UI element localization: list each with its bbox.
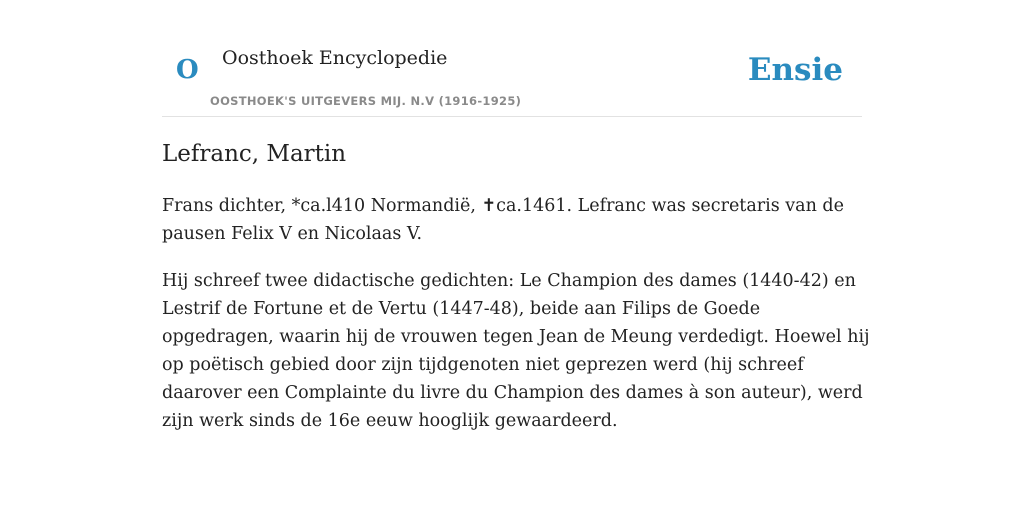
publisher-subtitle: OOSTHOEK'S UITGEVERS MIJ. N.V (1916-1925) [210,94,522,108]
site-title-link[interactable]: Oosthoek Encyclopedie [222,47,448,69]
article-paragraph: Frans dichter, *ca.l410 Normandië, ✝ca.1461. Lefranc was secretaris van de pausen Felix V en Nicolaas V. [162,196,844,244]
article-title: Lefranc, Martin [162,141,347,167]
article-paragraph: Hij schreef twee didactische gedichten: Le Champion des dames (1440-42) en Lestrif de Fortune et de Vertu (1447-48), beide aan Filips de Goede opgedragen, waarin hij de vrouwen tegen Jean de Meung verdedigt. Hoewel hij op poëtisch gebied door zijn tijdgenoten niet geprezen werd (hij schreef daarover een Complainte du livre du Champion des dames à son auteur), werd zijn werk sinds de 16e eeuw hooglijk gewaardeerd. [162,271,870,431]
site-header [162,0,862,117]
ensie-brand-link[interactable]: Ensie [747,52,843,88]
article [162,136,874,435]
site-logo[interactable]: O [176,55,199,85]
